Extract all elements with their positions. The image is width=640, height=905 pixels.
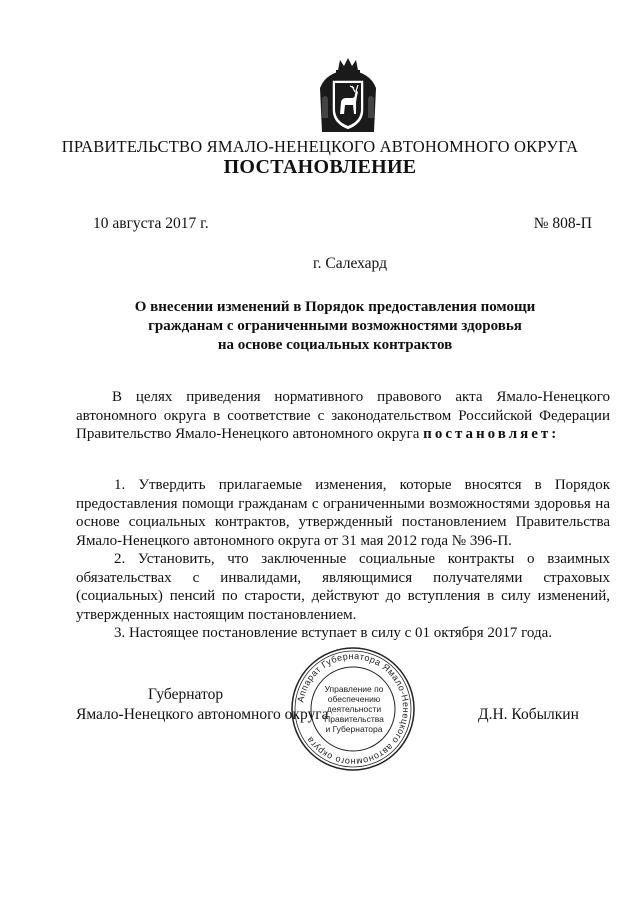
stamp-ring-text: Аппарат Губернатора Ямало-Ненецкого автономного округа (295, 650, 412, 768)
stamp-line: и Губернатора (325, 724, 383, 734)
title-line-3: на основе социальных контрактов (217, 337, 453, 353)
stamp-line: Управление по (324, 684, 384, 694)
decree-item-3: 3. Настоящее постановление вступает в силу с 01 октября 2017 года. (114, 625, 553, 641)
stamp-line: Правительства (324, 714, 384, 724)
document-city: г. Салехард (313, 255, 387, 272)
document-type: ПОСТАНОВЛЕНИЕ (223, 156, 417, 178)
preamble (76, 388, 610, 444)
stamp-line: деятельности (326, 704, 382, 714)
signatory-title: Губернатор (148, 686, 224, 703)
title-line-2: гражданам с ограниченными возможностями здоровья (148, 318, 522, 334)
signatory-name: Д.Н. Кобылкин (478, 706, 579, 723)
decree-item-1: 1. Утвердить прилагаемые изменения, которые вносятся в Порядок предоставления помощи гражданам с ограниченными возможностями здоровья на основе социальных контрактов, утвержденный постановлением Правительства Ямало-Ненецкого автономного округа от 31 мая 2012 года № 396-П. (76, 477, 610, 549)
decree-item-2: 2. Установить, что заключенные социальные контракты о взаимных обязательствах с инвалидами, являющимися получателями страховых (социальных) пенсий по старости, действуют до вступления в силу изменений, утвержденных настоящим постановлением. (76, 551, 610, 623)
document-date: 10 августа 2017 г. (93, 215, 209, 232)
document-title (100, 298, 570, 355)
coat-of-arms-emblem (316, 58, 380, 134)
stamp-line: обеспечению (327, 694, 381, 704)
document-number: № 808-П (533, 215, 592, 232)
title-line-1: О внесении изменений в Порядок предоставления помощи (134, 299, 536, 315)
preamble-text: В целях приведения нормативного правового акта Ямало-Ненецкого автономного округа в соответствие с законодательством Российской Федерации Правительство Ямало-Ненецкого автономного округа (76, 389, 610, 442)
decree-word: постановляет: (423, 426, 560, 442)
signatory-organization: Ямало-Ненецкого автономного округа (76, 706, 329, 723)
government-name: ПРАВИТЕЛЬСТВО ЯМАЛО-НЕНЕЦКОГО АВТОНОМНОГО ОКРУГА (61, 137, 579, 156)
decree-items (76, 476, 610, 643)
